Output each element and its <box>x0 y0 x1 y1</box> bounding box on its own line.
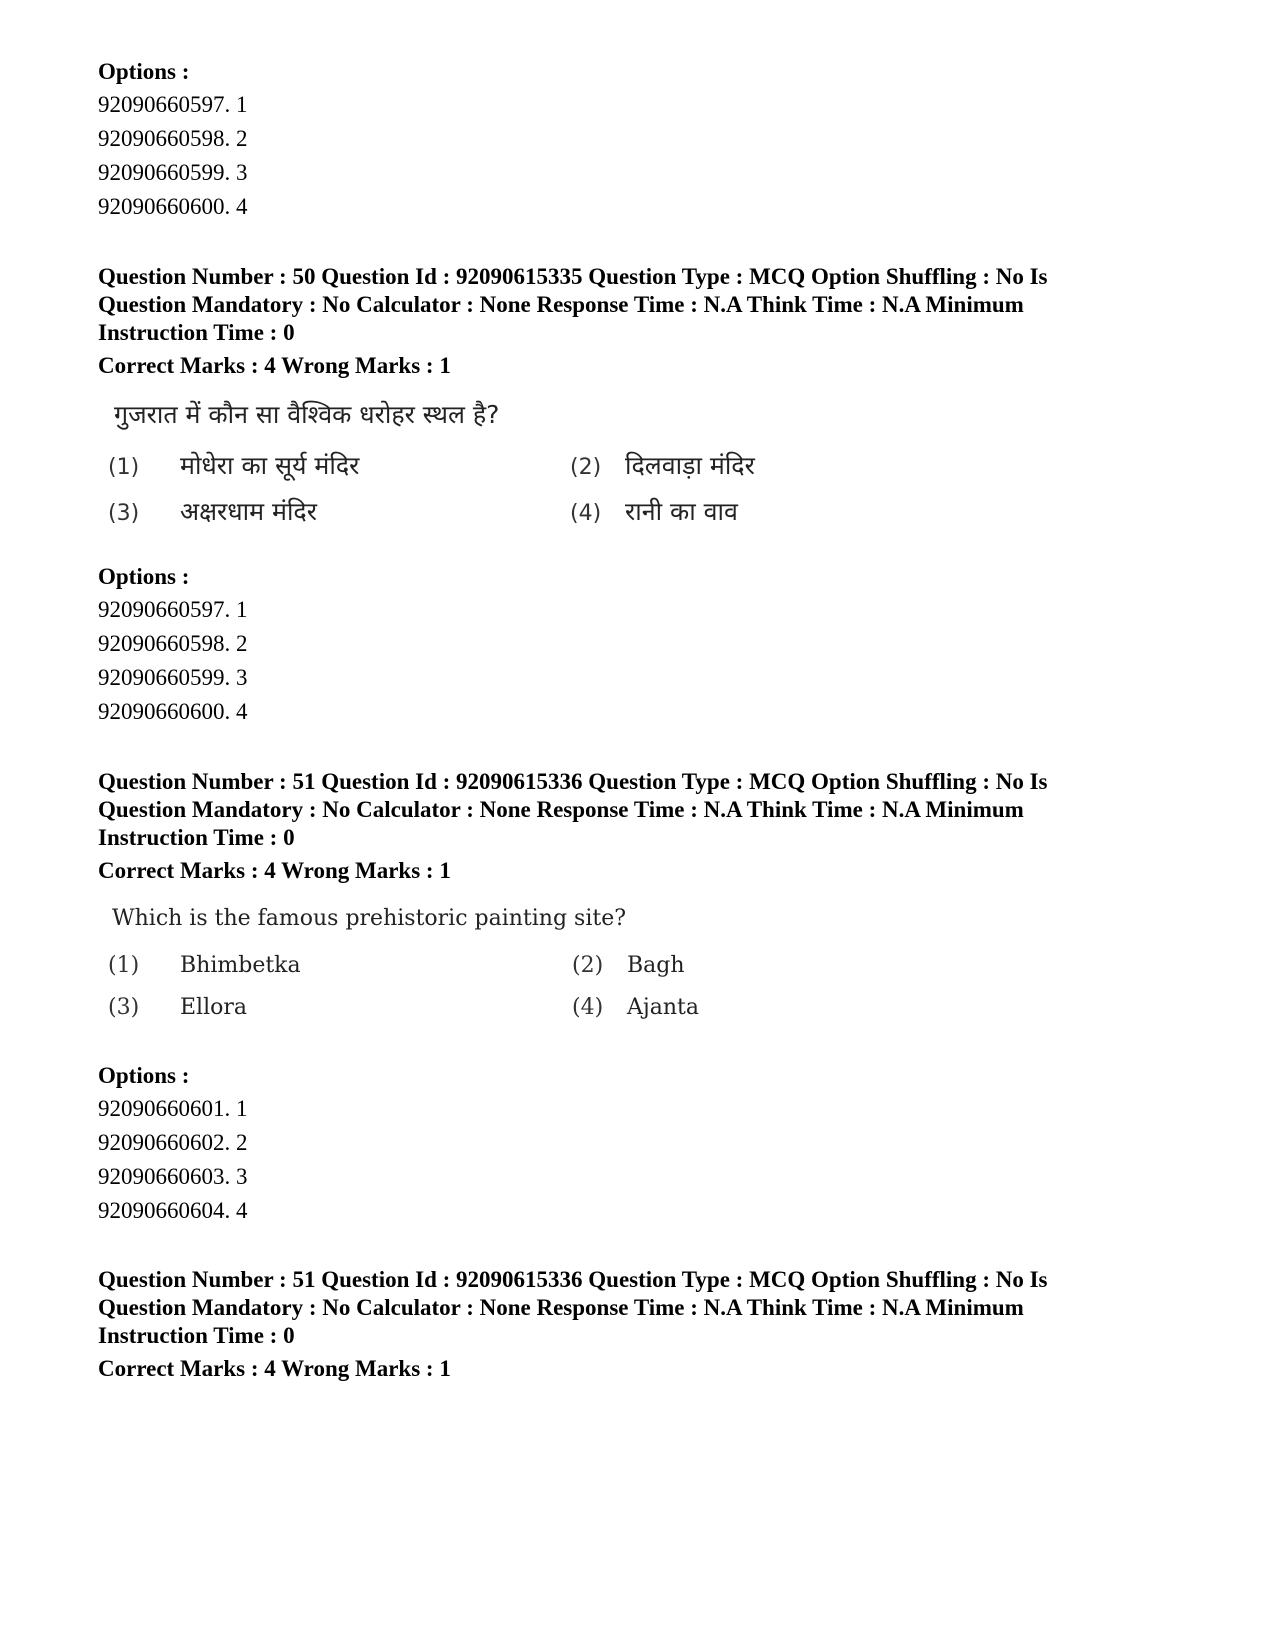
marks-line: Correct Marks : 4 Wrong Marks : 1 <box>98 858 451 883</box>
options-block-top <box>98 58 1178 224</box>
choice-1 <box>108 953 301 978</box>
options-label: Options : <box>98 1063 190 1088</box>
option-item: 92090660598. 2 <box>98 630 248 656</box>
question-header-line: Question Number : 50 Question Id : 92090615335 Question Type : MCQ Option Shuffling : No Is <box>98 264 1048 289</box>
options-block-50 <box>98 563 1178 729</box>
question-header-line: Question Number : 51 Question Id : 92090615336 Question Type : MCQ Option Shuffling : No Is <box>98 769 1048 794</box>
option-item: 92090660600. 4 <box>98 698 248 724</box>
choice-number: (4) <box>572 995 604 1020</box>
choice-number: (1) <box>108 455 140 480</box>
question-header-51-repeat <box>98 1266 1178 1383</box>
choice-text: Ajanta <box>627 995 699 1020</box>
option-item: 92090660598. 2 <box>98 125 248 151</box>
option-item: 92090660602. 2 <box>98 1129 248 1155</box>
question-header-line: Question Number : 51 Question Id : 92090615336 Question Type : MCQ Option Shuffling : No Is <box>98 1267 1048 1292</box>
question-text: गुजरात में कौन सा वैश्विक धरोहर स्थल है? <box>114 400 500 429</box>
choice-4 <box>570 494 738 528</box>
choice-4 <box>572 995 699 1020</box>
choice-1 <box>108 448 359 482</box>
choice-text: मोधेरा का सूर्य मंदिर <box>180 451 360 480</box>
question-header-line: Instruction Time : 0 <box>98 825 295 850</box>
marks-line: Correct Marks : 4 Wrong Marks : 1 <box>98 1356 451 1381</box>
choice-number: (4) <box>570 501 602 526</box>
options-block-51 <box>98 1062 1178 1228</box>
choice-3 <box>108 995 247 1020</box>
question-header-line: Instruction Time : 0 <box>98 320 295 345</box>
question-header-50 <box>98 263 1178 380</box>
choice-3 <box>108 494 317 528</box>
question-content-50 <box>108 398 868 544</box>
option-item: 92090660604. 4 <box>98 1197 248 1223</box>
option-item: 92090660599. 3 <box>98 664 248 690</box>
choice-number: (2) <box>572 953 604 978</box>
options-label: Options : <box>98 564 190 589</box>
choice-text: Ellora <box>180 995 248 1020</box>
option-item: 92090660599. 3 <box>98 159 248 185</box>
choice-text: अक्षरधाम मंदिर <box>180 497 317 526</box>
choice-text: रानी का वाव <box>625 497 738 526</box>
option-item: 92090660597. 1 <box>98 596 248 622</box>
question-header-line: Question Mandatory : No Calculator : None Response Time : N.A Think Time : N.A Minimum <box>98 797 1024 822</box>
choice-number: (2) <box>570 455 602 480</box>
choice-text: दिलवाड़ा मंदिर <box>625 451 755 480</box>
choice-number: (3) <box>108 995 140 1020</box>
choice-text: Bagh <box>627 953 685 978</box>
question-content-51 <box>108 902 868 1049</box>
choice-number: (1) <box>108 953 140 978</box>
question-header-line: Instruction Time : 0 <box>98 1323 295 1348</box>
option-item: 92090660600. 4 <box>98 193 248 219</box>
choice-2 <box>570 448 755 482</box>
question-text: Which is the famous prehistoric painting site? <box>112 906 627 931</box>
marks-line: Correct Marks : 4 Wrong Marks : 1 <box>98 353 451 378</box>
option-item: 92090660597. 1 <box>98 91 248 117</box>
choices-grid <box>108 448 868 544</box>
choice-number: (3) <box>108 501 140 526</box>
options-label: Options : <box>98 59 190 84</box>
question-header-line: Question Mandatory : No Calculator : None Response Time : N.A Think Time : N.A Minimum <box>98 1295 1024 1320</box>
question-header-51 <box>98 768 1178 885</box>
choice-2 <box>572 953 685 978</box>
choice-text: Bhimbetka <box>180 953 301 978</box>
question-header-line: Question Mandatory : No Calculator : None Response Time : N.A Think Time : N.A Minimum <box>98 292 1024 317</box>
choices-grid <box>108 953 868 1049</box>
option-item: 92090660601. 1 <box>98 1095 248 1121</box>
option-item: 92090660603. 3 <box>98 1163 248 1189</box>
